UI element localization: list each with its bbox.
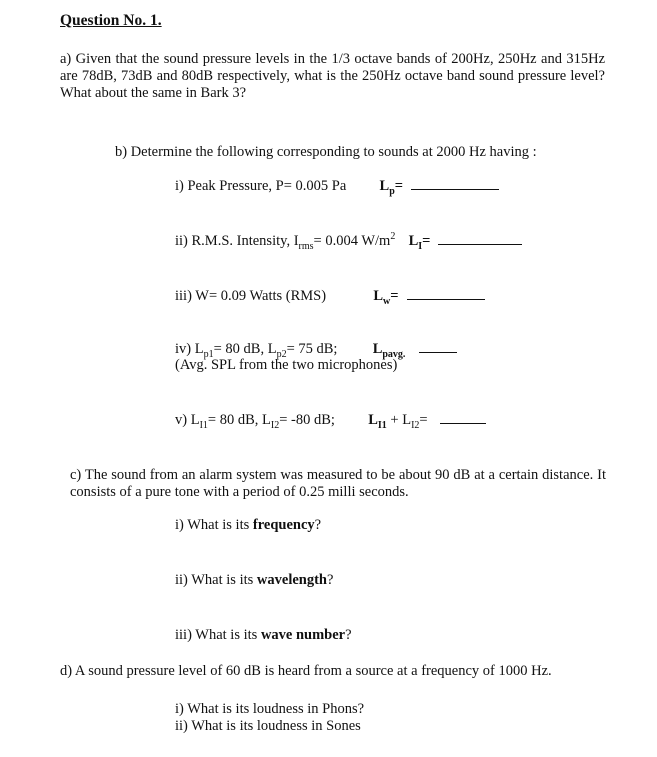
question-title: Question No. 1.: [60, 12, 162, 29]
part-c-item-iii: iii) What is its wave number?: [175, 627, 352, 643]
part-c-item-i: i) What is its frequency?: [175, 517, 322, 533]
part-d-item-ii: ii) What is its loudness in Sones: [175, 718, 361, 734]
item-v-lhs: $L_{I1}$: [368, 412, 387, 431]
item-i-text: i) Peak Pressure, P= 0.005 Pa: [175, 178, 347, 194]
part-c-text: c) The sound from an alarm system was measured to be about 90 dB at a certain distance. It consists of a pure tone with a period of 0.25 milli seconds.: [70, 467, 606, 500]
part-d-text: d) A sound pressure level of 60 dB is heard from a source at a frequency of 1000 Hz.: [60, 663, 552, 679]
part-b-intro: b) Determine the following corresponding to sounds at 2000 Hz having :: [115, 144, 537, 160]
item-i-lhs: $L_p=$: [379, 178, 404, 197]
part-d-item-i: i) What is its loudness in Phons?: [175, 701, 365, 717]
part-b-item-i: [175, 177, 499, 195]
answer-blank: [440, 411, 486, 424]
bleed-through-text: [175, 10, 178, 22]
answer-blank: [419, 340, 457, 353]
item-iv-lhs: $L_{pavg.}$: [372, 341, 406, 360]
part-c-item-ii: ii) What is its wavelength?: [175, 572, 334, 588]
part-b-item-ii: ii) R.M.S. Intensity, $I_{rms}= 0.004$ $W/m^2$ $L_I=$: [175, 232, 522, 250]
item-ii-lhs: $L_I=$: [408, 233, 431, 252]
answer-blank: [407, 287, 485, 300]
part-b-item-iii: iii) W= 0.09 Watts (RMS) $L_w=$: [175, 287, 485, 305]
part-b-item-iv-note: (Avg. SPL from the two microphones): [175, 357, 398, 373]
part-b-item-v: v) $L_{I1}= 80$ dB, $L_{I2}= -80$ dB; $L_{I1} + L_{I2}=$: [175, 411, 486, 429]
answer-blank: [438, 232, 522, 245]
answer-blank: [411, 177, 499, 190]
part-b-item-iv: iv) $L_{p1}= 80$ dB, $L_{p2}= 75$ dB; $L_{pavg.}$: [175, 340, 457, 358]
item-iii-lhs: $L_w=$: [373, 288, 399, 307]
part-a-text: a) Given that the sound pressure levels in the 1/3 octave bands of 200Hz, 250Hz and 315Hz are 78dB, 73dB and 80dB respectively, what is the 250Hz octave band sound pressure level? What about the same in Bark 3?: [60, 51, 605, 101]
